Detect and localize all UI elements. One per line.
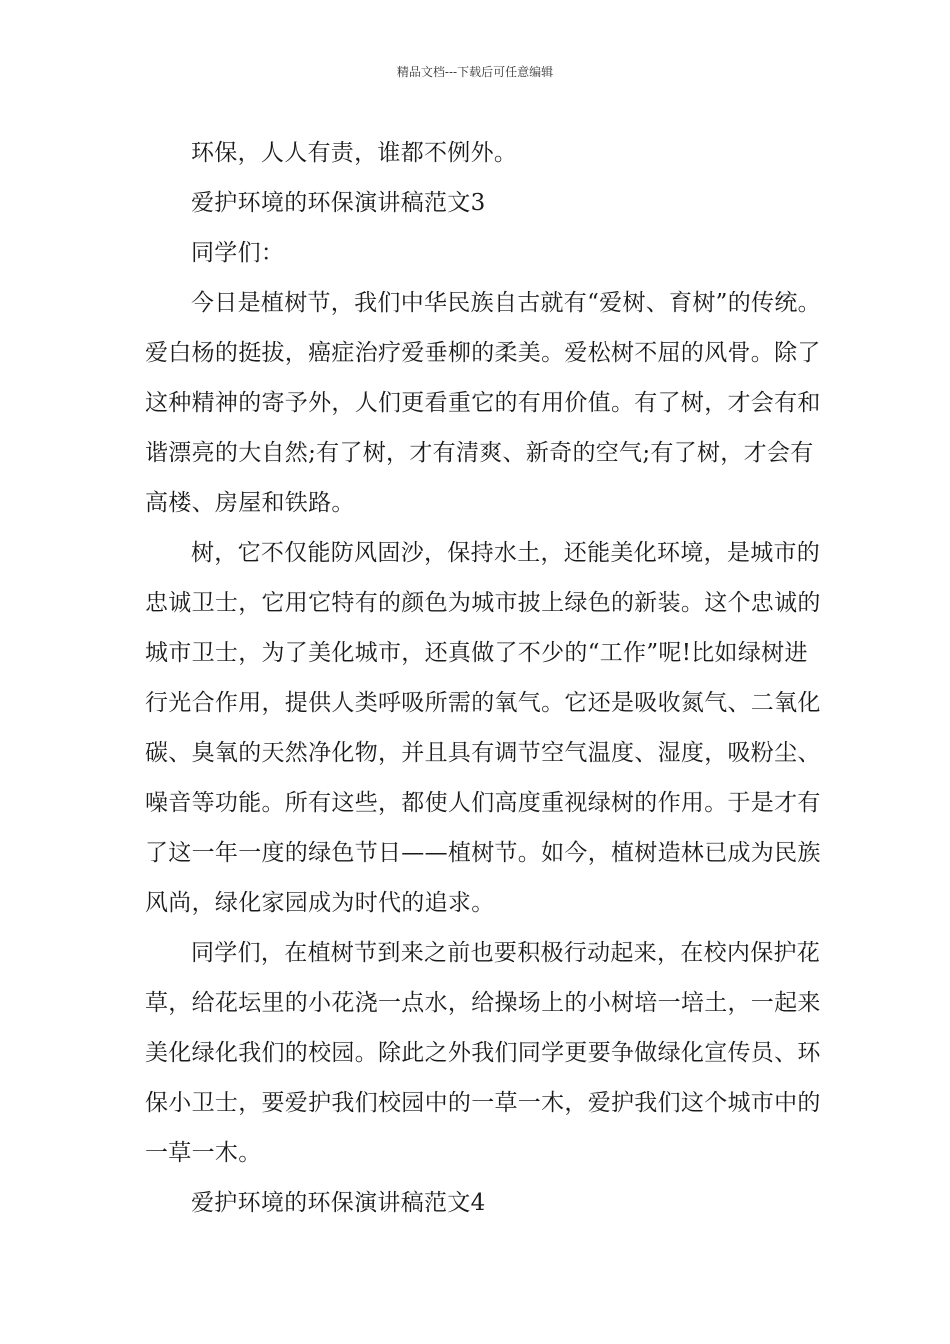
text-line: 同学们： [191,240,285,266]
text-line: 草，给花坛里的小花浇一点水，给操场上的小树培一培土，一起来 [145,990,821,1016]
text-line: 美化绿化我们的校园。除此之外我们同学更要争做绿化宣传员、环 [145,1040,821,1066]
text-line: 谐漂亮的大自然;有了树，才有清爽、新奇的空气;有了树，才会有 [145,440,814,466]
text-line: 这种精神的寄予外，人们更看重它的有用价值。有了树，才会有和 [145,390,821,416]
document-body [145,128,821,1228]
text-line: 忠诚卫士，它用它特有的颜色为城市披上绿色的新装。这个忠诚的 [145,590,821,616]
text-line: 一草一木。 [145,1140,262,1166]
text-line: 同学们，在植树节到来之前也要积极行动起来，在校内保护花 [191,940,821,966]
text-line: 环保，人人有责，谁都不例外。 [191,140,518,166]
text-line: 风尚，绿化家园成为时代的追求。 [145,890,495,916]
page-header: 精品文档---下载后可任意编辑 [396,65,554,79]
text-line: 城市卫士，为了美化城市，还真做了不少的“工作”呢!比如绿树进 [145,640,808,666]
text-line: 树，它不仅能防风固沙，保持水土，还能美化环境，是城市的 [191,540,821,566]
text-line: 高楼、房屋和铁路。 [145,490,355,516]
text-line: 噪音等功能。所有这些，都使人们高度重视绿树的作用。于是才有 [145,790,821,816]
text-line: 今日是植树节，我们中华民族自古就有“爱树、育树”的传统。 [191,290,821,316]
text-line: 碳、臭氧的天然净化物，并且具有调节空气温度、湿度，吸粉尘、 [145,740,821,766]
text-line: 了这一年一度的绿色节日——植树节。如今，植树造林已成为民族 [145,840,821,866]
text-line: 爱护环境的环保演讲稿范文4 [191,1190,486,1216]
text-line: 爱护环境的环保演讲稿范文3 [191,190,486,216]
text-line: 行光合作用，提供人类呼吸所需的氧气。它还是吸收氮气、二氧化 [145,690,821,716]
text-line: 保小卫士，要爱护我们校园中的一草一木，爱护我们这个城市中的 [145,1090,821,1116]
text-line: 爱白杨的挺拔，癌症治疗爱垂柳的柔美。爱松树不屈的风骨。除了 [145,340,821,366]
